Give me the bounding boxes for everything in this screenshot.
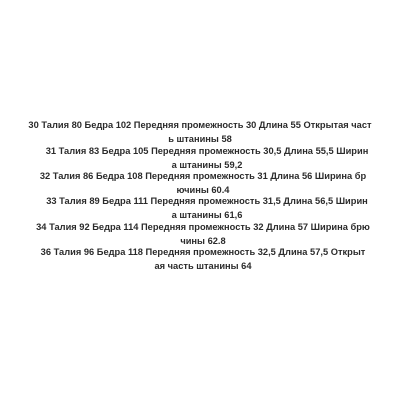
size-row-34: 34 Талия 92 Бедра 114 Передняя промежность 32 Длина 57 Ширина брючины 62.8 — [36, 222, 370, 246]
size-row-32: 32 Талия 86 Бедра 108 Передняя промежность 31 Длина 56 Ширина брючины 60.4 — [39, 171, 367, 195]
size-row-30: 30 Талия 80 Бедра 102 Передняя промежность 30 Длина 55 Открытая часть штанины 58 — [28, 120, 372, 144]
size-row-33: 33 Талия 89 Бедра 111 Передняя промежность 31,5 Длина 56,5 Ширина штанины 61,6 — [46, 196, 368, 220]
size-row-31: 31 Талия 83 Бедра 105 Передняя промежность 30,5 Длина 55,5 Ширина штанины 59,2 — [45, 146, 369, 170]
size-row-36: 36 Талия 96 Бедра 118 Передняя промежность 32,5 Длина 57,5 Открытая часть штанины 64 — [40, 247, 366, 271]
